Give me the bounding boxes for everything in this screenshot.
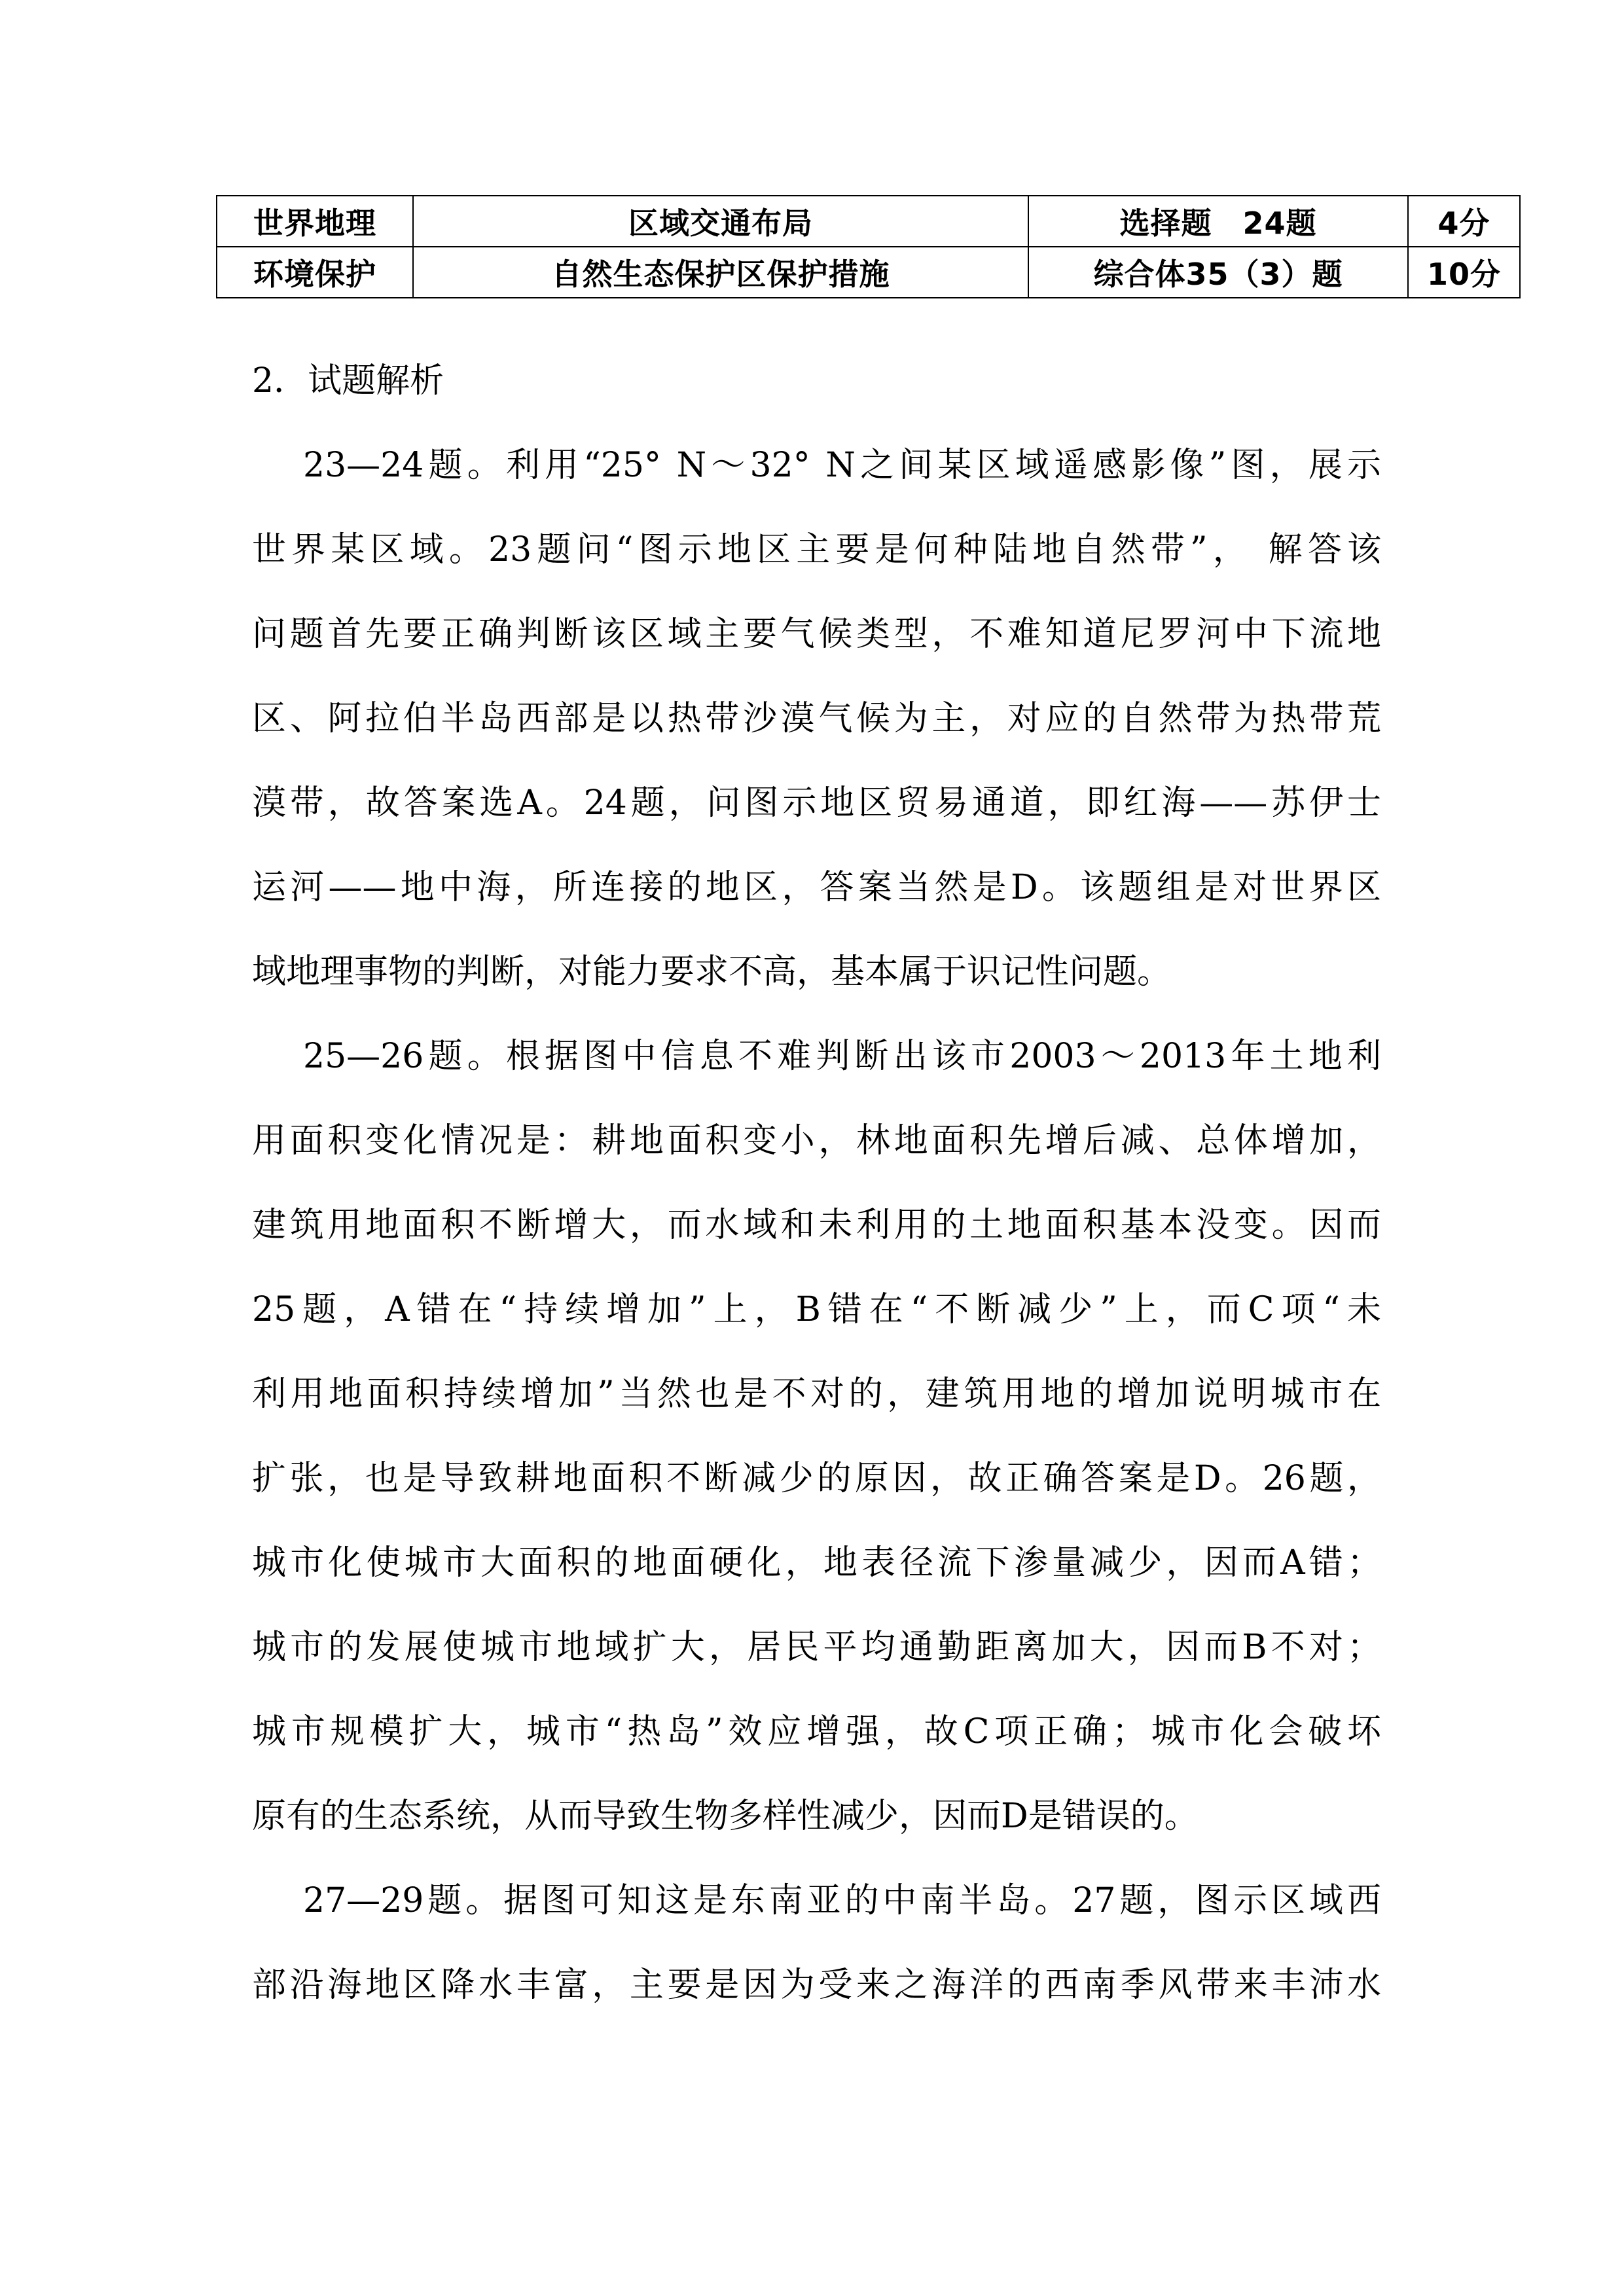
text-line: 利用地面积持续增加”当然也是不对的，建筑用地的增加说明城市在: [252, 1374, 1381, 1414]
table-cell-score: 4分: [1408, 196, 1520, 247]
table-cell-content: 自然生态保护区保护措施: [413, 247, 1028, 298]
text-line: 城市规模扩大，城市“热岛”效应增强，故C项正确；城市化会破坏: [252, 1712, 1381, 1751]
text-line: 原有的生态系统，从而导致生物多样性减少，因而D是错误的。: [252, 1797, 1199, 1836]
table-row: [217, 196, 1520, 247]
text-line: 扩张，也是导致耕地面积不断减少的原因，故正确答案是D。26题，: [252, 1459, 1381, 1498]
text-line: 城市的发展使城市地域扩大，居民平均通勤距离加大，因而B不对；: [252, 1628, 1381, 1667]
section-heading: 2．试题解析: [252, 361, 444, 401]
table-cell-score: 10分: [1408, 247, 1520, 298]
text-line: 27—29题。据图可知这是东南亚的中南半岛。27题，图示区域西: [303, 1881, 1381, 1920]
text-line: 23—24题。利用“25° N～32° N之间某区域遥感影像”图，展示: [303, 446, 1381, 485]
table-cell-topic: 世界地理: [217, 196, 413, 247]
table-cell-question: 综合体35（3）题: [1028, 247, 1408, 298]
table-cell-content: 区域交通布局: [413, 196, 1028, 247]
text-line: 25—26题。根据图中信息不难判断出该市2003～2013年土地利: [303, 1037, 1381, 1076]
text-line: 部沿海地区降水丰富，主要是因为受来之海洋的西南季风带来丰沛水: [252, 1965, 1381, 2005]
table-row: [217, 247, 1520, 298]
text-line: 用面积变化情况是：耕地面积变小，林地面积先增后减、总体增加，: [252, 1121, 1381, 1160]
analysis-section: [252, 339, 1381, 2028]
table-cell-topic: 环境保护: [217, 247, 413, 298]
text-line: 世界某区域。23题问“图示地区主要是何种陆地自然带”， 解答该: [252, 530, 1381, 569]
paragraph-23-24: [252, 423, 1381, 1014]
text-line: 问题首先要正确判断该区域主要气候类型，不难知道尼罗河中下流地: [252, 615, 1381, 654]
paragraph-27-29: [252, 1859, 1381, 2028]
text-line: 运河——地中海，所连接的地区，答案当然是D。该题组是对世界区: [252, 868, 1381, 907]
paragraph-25-26: [252, 1014, 1381, 1859]
text-line: 域地理事物的判断，对能力要求不高，基本属于识记性问题。: [252, 952, 1172, 992]
text-line: 城市化使城市大面积的地面硬化，地表径流下渗量减少，因而A错；: [252, 1543, 1381, 1583]
text-line: 建筑用地面积不断增大，而水域和未利用的土地面积基本没变。因而: [252, 1206, 1381, 1245]
topic-summary-table: [216, 195, 1521, 298]
table-cell-question: 选择题 24题: [1028, 196, 1408, 247]
text-line: 漠带，故答案选A。24题，问图示地区贸易通道，即红海——苏伊士: [252, 783, 1381, 823]
text-line: 区、阿拉伯半岛西部是以热带沙漠气候为主，对应的自然带为热带荒: [252, 699, 1381, 738]
text-line: 25题，A错在“持续增加”上，B错在“不断减少”上，而C项“未: [252, 1290, 1381, 1329]
